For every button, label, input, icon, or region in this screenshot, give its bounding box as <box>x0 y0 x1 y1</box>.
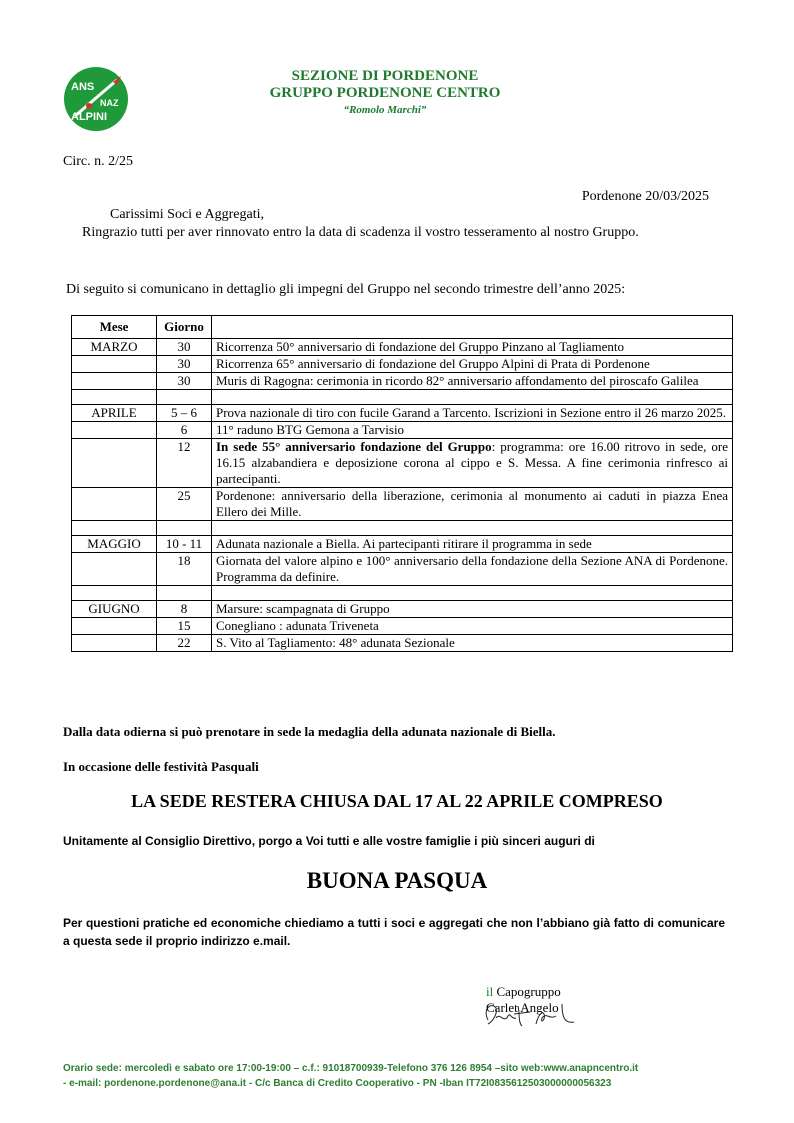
letterhead <box>180 68 590 118</box>
signature-stroke <box>486 1004 574 1026</box>
thanks-paragraph: Ringrazio tutti per aver rinnovato entro la data di scadenza il vostro tesseramento al nostro Gruppo. <box>82 225 639 240</box>
wishes-paragraph: Unitamente al Consiglio Direttivo, porgo a Voi tutti e alle vostre famiglie i più sinceri auguri di <box>63 834 595 848</box>
event-cell: Muris di Ragogna: cerimonia in ricordo 82° anniversario affondamento del piroscafo Galilea <box>212 373 733 390</box>
month-cell: APRILE <box>72 405 157 422</box>
spacer-row <box>72 586 733 601</box>
email-request: Per questioni pratiche ed economiche chiediamo a tutti i soci e aggregati che non l’abbiano già fatto di comunicare a questa sede il proprio indirizzo e.mail. <box>63 916 725 948</box>
month-cell <box>72 618 157 635</box>
signer-name: Carlet Angelo <box>486 1000 559 1015</box>
month-cell <box>72 422 157 439</box>
day-cell: 22 <box>157 635 212 652</box>
closure-notice: LA SEDE RESTERA CHIUSA DAL 17 AL 22 APRILE COMPRESO <box>131 791 663 811</box>
logo-text-bottom: ALPINI <box>71 111 108 123</box>
month-cell <box>72 356 157 373</box>
month-cell <box>72 635 157 652</box>
footer-line-2: - e-mail: pordenone.pordenone@ana.it - C/c Banca di Credito Cooperativo - PN -Iban IT72I0835612503000000056323 <box>63 1078 612 1089</box>
day-cell: 10 - 11 <box>157 536 212 553</box>
month-cell: MARZO <box>72 339 157 356</box>
month-cell <box>72 439 157 488</box>
month-cell <box>72 553 157 586</box>
event-cell: Giornata del valore alpino e 100° anniversario della fondazione della Sezione ANA di Pordenone. Programma da definire. <box>212 553 733 586</box>
footer-line-1: Orario sede: mercoledì e sabato ore 17:00-19:00 – c.f.: 91018700939-Telefono 376 126 8954 –sito web:www.anapncentro.it <box>63 1063 639 1074</box>
intro-paragraph: Di seguito si comunicano in dettaglio gli impegni del Gruppo nel secondo trimestre dell’anno 2025: <box>66 282 626 297</box>
spacer-row <box>72 521 733 536</box>
group-dedication: “Romolo Marchi” <box>343 104 427 116</box>
table-row <box>72 601 733 618</box>
event-highlight: In sede 55° anniversario fondazione del Gruppo <box>216 439 492 454</box>
section-name: SEZIONE DI PORDENONE <box>291 68 479 84</box>
day-cell: 25 <box>157 488 212 521</box>
day-cell: 8 <box>157 601 212 618</box>
table-row <box>72 356 733 373</box>
event-cell: Ricorrenza 50° anniversario di fondazione del Gruppo Pinzano al Tagliamento <box>212 339 733 356</box>
signer-role-initial: il <box>486 984 494 999</box>
col-event-header <box>212 316 733 339</box>
table-row <box>72 405 733 422</box>
event-cell <box>212 439 733 488</box>
spacer-row <box>72 390 733 405</box>
easter-greeting: BUONA PASQUA <box>306 868 488 893</box>
table-row <box>72 373 733 390</box>
event-cell: Prova nazionale di tiro con fucile Garand a Tarcento. Iscrizioni in Sezione entro il 26 marzo 2025. <box>212 405 733 422</box>
day-cell: 15 <box>157 618 212 635</box>
table-row <box>72 339 733 356</box>
table-row <box>72 488 733 521</box>
table-header-row <box>72 316 733 339</box>
table-row <box>72 422 733 439</box>
event-detail: : programma: ore 16.00 ritrovo in sede, ore 16.15 alzabandiera e deposizione corona al cippo e S. Messa. A fine cerimonia rinfresco ai partecipanti. <box>216 439 729 486</box>
day-cell: 18 <box>157 553 212 586</box>
table-row <box>72 536 733 553</box>
letter-date: Pordenone 20/03/2025 <box>581 189 709 204</box>
month-cell: GIUGNO <box>72 601 157 618</box>
ana-logo <box>63 66 129 132</box>
month-cell <box>72 373 157 390</box>
handwritten-signature <box>478 998 582 1032</box>
logo-text-top: ANS <box>71 81 95 93</box>
medal-note: Dalla data odierna si può prenotare in sede la medaglia della adunata nazionale di Biella. <box>63 724 556 739</box>
day-cell: 5 – 6 <box>157 405 212 422</box>
day-cell: 30 <box>157 356 212 373</box>
event-cell: 11° raduno BTG Gemona a Tarvisio <box>212 422 733 439</box>
greeting: Carissimi Soci e Aggregati, <box>110 207 264 222</box>
table-row <box>72 635 733 652</box>
schedule-body <box>72 339 733 652</box>
col-month-header: Mese <box>72 316 157 339</box>
event-cell: Adunata nazionale a Biella. Ai partecipanti ritirare il programma in sede <box>212 536 733 553</box>
circular-number: Circ. n. 2/25 <box>63 154 133 169</box>
group-name: GRUPPO PORDENONE CENTRO <box>269 85 501 101</box>
logo-dot <box>86 103 92 109</box>
day-cell: 12 <box>157 439 212 488</box>
event-cell: S. Vito al Tagliamento: 48° adunata Sezionale <box>212 635 733 652</box>
logo-text-mid: NAZ <box>100 98 119 108</box>
day-cell: 6 <box>157 422 212 439</box>
signer-role-rest: Capogruppo <box>493 984 561 999</box>
table-row <box>72 439 733 488</box>
month-cell <box>72 488 157 521</box>
event-cell: Ricorrenza 65° anniversario di fondazione del Gruppo Alpini di Prata di Pordenone <box>212 356 733 373</box>
page-footer <box>63 1061 743 1091</box>
day-cell: 30 <box>157 339 212 356</box>
event-cell: Conegliano : adunata Triveneta <box>212 618 733 635</box>
col-day-header: Giorno <box>157 316 212 339</box>
table-row <box>72 553 733 586</box>
table-row <box>72 618 733 635</box>
event-cell: Pordenone: anniversario della liberazione, cerimonia al monumento ai caduti in piazza Enea Ellero dei Mille. <box>212 488 733 521</box>
easter-note: In occasione delle festività Pasquali <box>63 759 259 774</box>
event-cell: Marsure: scampagnata di Gruppo <box>212 601 733 618</box>
month-cell: MAGGIO <box>72 536 157 553</box>
day-cell: 30 <box>157 373 212 390</box>
schedule-table <box>71 315 733 652</box>
